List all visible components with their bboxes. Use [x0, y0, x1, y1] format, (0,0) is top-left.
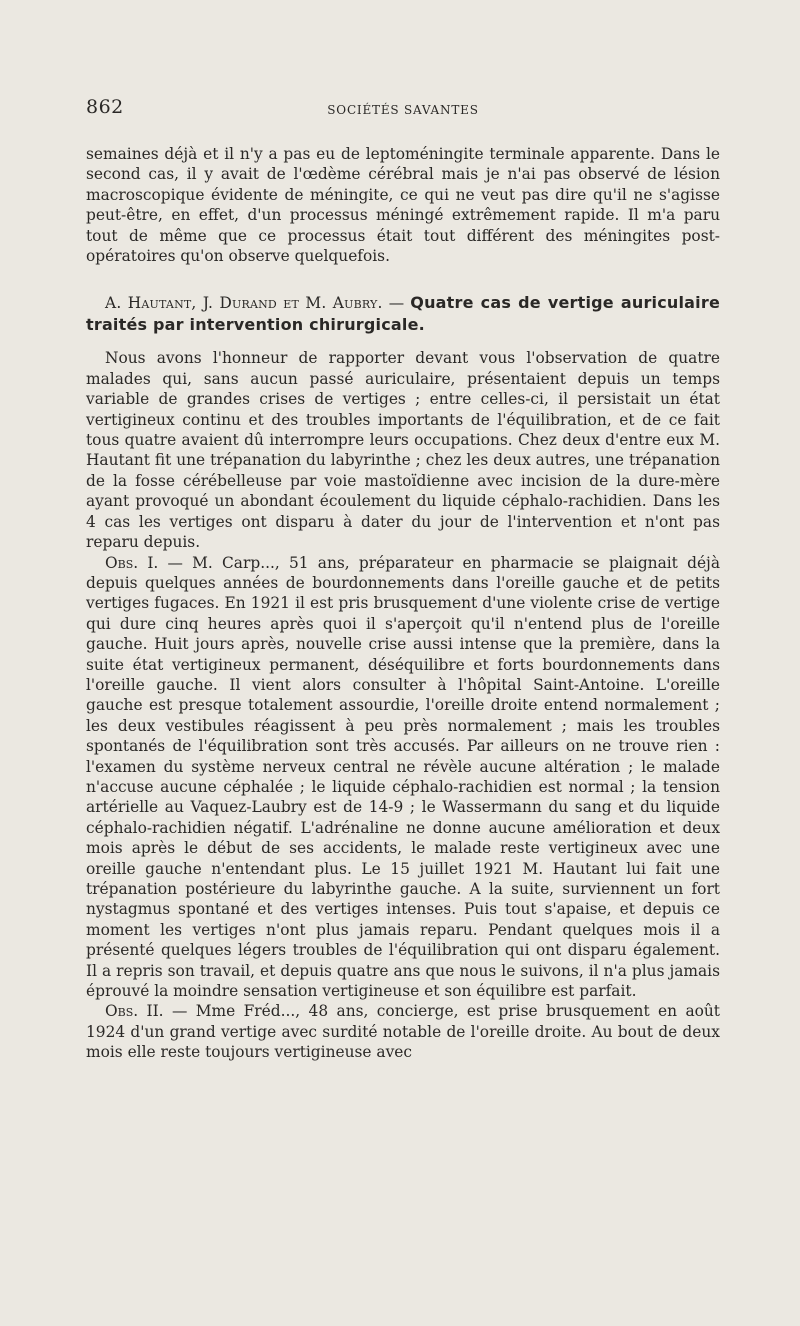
- paragraph-observation-2: [86, 1001, 720, 1062]
- page-body: [86, 144, 720, 1063]
- article-authors: A. Hautant, J. Durand et M. Aubry.: [105, 294, 383, 313]
- observation-label: Obs. II.: [105, 1002, 164, 1021]
- paragraph-continuation: semaines déjà et il n'y a pas eu de leptoméningite terminale apparente. Dans le second cas, il y avait de l'œdème cérébral mais je n'ai pas observé de lésion macroscopique évidente de méningite, ce qui ne veut pas dire qu'il ne s'agisse peut-être, en effet, d'un processus méningé extrêmement rapide. Il m'a paru tout de même que ce processus était tout différent des méningites post-opératoires qu'on observe quelquefois.: [86, 145, 720, 266]
- observation-label: Obs. I.: [105, 553, 159, 572]
- page-number: 862: [86, 96, 124, 118]
- running-head: SOCIÉTÉS SAVANTES: [327, 103, 479, 117]
- article-heading: [86, 292, 720, 336]
- paragraph-introduction: Nous avons l'honneur de rapporter devant vous l'observation de quatre malades qui, sans aucun passé auriculaire, présentaient depuis un temps variable de grandes crises de vertiges ; entre celles-ci, il persistait un état vertigineux continu et des troubles importants de l'équilibration, et de ce fait tous quatre avaient dû interrompre leurs occupations. Chez deux d'entre eux M. Hautant fit une trépanation du labyrinthe ; chez les deux autres, une trépanation de la fosse cérébelleuse par voie mastoïdienne avec incision de la dure-mère ayant provoqué un abondant écoulement du liquide céphalo-rachidien. Dans les 4 cas les vertiges ont disparu à dater du jour de l'intervention et n'ont pas reparu depuis.: [86, 349, 720, 552]
- observation-text: — M. Carp..., 51 ans, préparateur en pharmacie se plaignait déjà depuis quelques années de bourdonnements dans l'oreille gauche et de petits vertiges fugaces. En 1921 il est pris brusquement d'une violente crise de vertige qui dure cinq heures après quoi il s'aperçoit qu'il n'entend plus de l'oreille gauche. Huit jours après, nouvelle crise aussi intense que la première, dans la suite état vertigineux permanent, déséquilibre et forts bourdonnements dans l'oreille gauche. Il vient alors consulter à l'hôpital Saint-Antoine. L'oreille gauche est presque totalement assourdie, l'oreille droite entend normalement ; les deux vestibules réagissent à peu près normalement ; mais les troubles spontanés de l'équilibration sont très accusés. Par ailleurs on ne trouve rien : l'examen du système nerveux central ne révèle aucune altération ; le malade n'accuse aucune céphalée ; le liquide céphalo-rachidien est normal ; la tension artérielle au Vaquez-Laubry est de 14-9 ; le Wassermann du sang et du liquide céphalo-rachidien négatif. L'adrénaline ne donne aucune amélioration et deux mois après le début de ses accidents, le malade reste vertigineux avec une oreille gauche n'entendant plus. Le 15 juillet 1921 M. Hautant lui fait une trépanation postérieure du labyrinthe gauche. A la suite, surviennent un fort nystagmus spontané et des vertiges intenses. Puis tout s'apaise, et depuis ce moment les vertiges n'ont plus jamais reparu. Pendant quelques mois il a présenté quelques légers troubles de l'équilibration qui ont disparu également. Il a repris son travail, et depuis quatre ans que nous le suivons, il n'a plus jamais éprouvé la moindre sensation vertigineuse et son équilibre est parfait.: [86, 553, 720, 1001]
- article-title: Quatre cas de vertige auriculaire traités par intervention chirurgicale.: [86, 293, 720, 335]
- page-header: [86, 96, 720, 126]
- observation-text: — Mme Fréd..., 48 ans, concierge, est prise brusquement en août 1924 d'un grand vertige avec surdité notable de l'oreille droite. Au bout de deux mois elle reste toujours vertigineuse avec: [86, 1002, 720, 1062]
- heading-dash: —: [382, 294, 411, 313]
- paragraph-observation-1: [86, 553, 720, 1002]
